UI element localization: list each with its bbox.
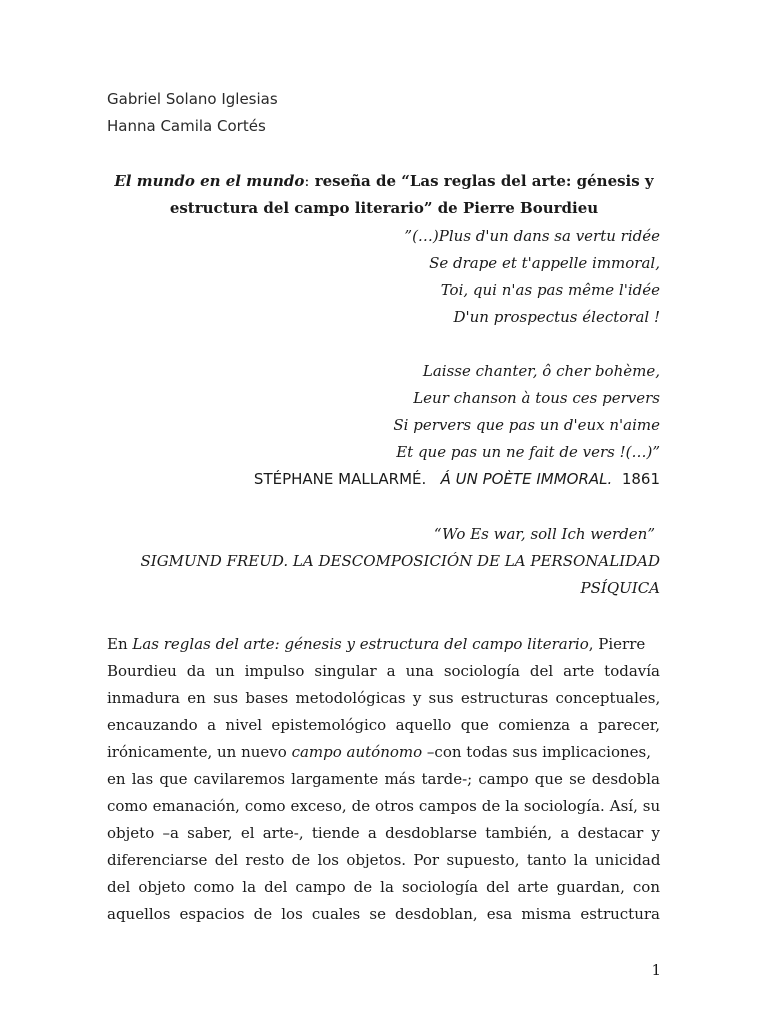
body-line (107, 631, 660, 658)
book-title: Las reglas del arte: génesis y estructura del campo literario (132, 635, 589, 653)
body-line: como emanación, como exceso, de otros campos de la sociología. Así, su (107, 797, 661, 815)
epigraph-verse: Et que pas un ne fait de vers !(…)” (396, 443, 660, 461)
epigraph-attribution: SIGMUND FREUD. LA DESCOMPOSICIÓN DE LA PERSONALIDAD (140, 552, 660, 570)
body-text: , Pierre (588, 635, 646, 653)
body-line: encauzando a nivel epistemológico aquello que comienza a parecer, (107, 716, 660, 734)
title-italic: El mundo en el mundo (114, 172, 305, 190)
body-line: aquellos espacios de los cuales se desdoblan, esa misma estructura (107, 905, 660, 923)
attribution-year: 1861 (621, 470, 660, 488)
emphasis-term: campo autónomo (291, 743, 423, 761)
epigraph-verse: Leur chanson à tous ces pervers (413, 389, 660, 407)
body-line (107, 739, 660, 766)
title-line-2: estructura del campo literario” de Pierre Bourdieu (169, 199, 599, 217)
body-text: En (107, 635, 133, 653)
title-colon: : (304, 172, 310, 190)
epigraph-verse: Laisse chanter, ô cher bohème, (422, 362, 660, 380)
page-number: 1 (651, 961, 661, 979)
epigraph-attribution (254, 466, 660, 493)
title-rest: reseña de “Las reglas del arte: génesis y (309, 172, 654, 190)
epigraph-verse: ”(…)Plus d'un dans sa vertu ridée (404, 227, 660, 245)
attribution-author: STÉPHANE MALLARMÉ. (253, 470, 427, 488)
author-name: Gabriel Solano Iglesias (107, 90, 278, 108)
body-line: Bourdieu da un impulso singular a una sociología del arte todavía (107, 662, 660, 680)
body-text: –con todas sus implicaciones, (422, 743, 651, 761)
epigraph-quote: “Wo Es war, soll Ich werden” (433, 525, 655, 543)
body-line: del objeto como la del campo de la sociología del arte guardan, con (107, 878, 660, 896)
body-line: en las que cavilaremos largamente más tarde-; campo que se desdobla (107, 770, 660, 788)
attribution-work: Á UN POÈTE IMMORAL. (440, 470, 613, 488)
epigraph-verse: Si pervers que pas un d'eux n'aime (393, 416, 660, 434)
epigraph-verse: Se drape et t'appelle immoral, (429, 254, 660, 272)
epigraph-attribution: PSÍQUICA (580, 579, 660, 597)
body-line: inmadura en sus bases metodológicas y sus estructuras conceptuales, (107, 689, 661, 707)
body-line: diferenciarse del resto de los objetos. Por supuesto, tanto la unicidad (107, 851, 661, 869)
body-text: irónicamente, un nuevo (107, 743, 292, 761)
epigraph-verse: Toi, qui n'as pas même l'idée (440, 281, 660, 299)
body-line: objeto –a saber, el arte-, tiende a desdoblarse también, a destacar y (107, 824, 660, 842)
title-line-1 (100, 168, 668, 195)
author-name: Hanna Camila Cortés (107, 117, 266, 135)
epigraph-verse: D'un prospectus électoral ! (453, 308, 660, 326)
